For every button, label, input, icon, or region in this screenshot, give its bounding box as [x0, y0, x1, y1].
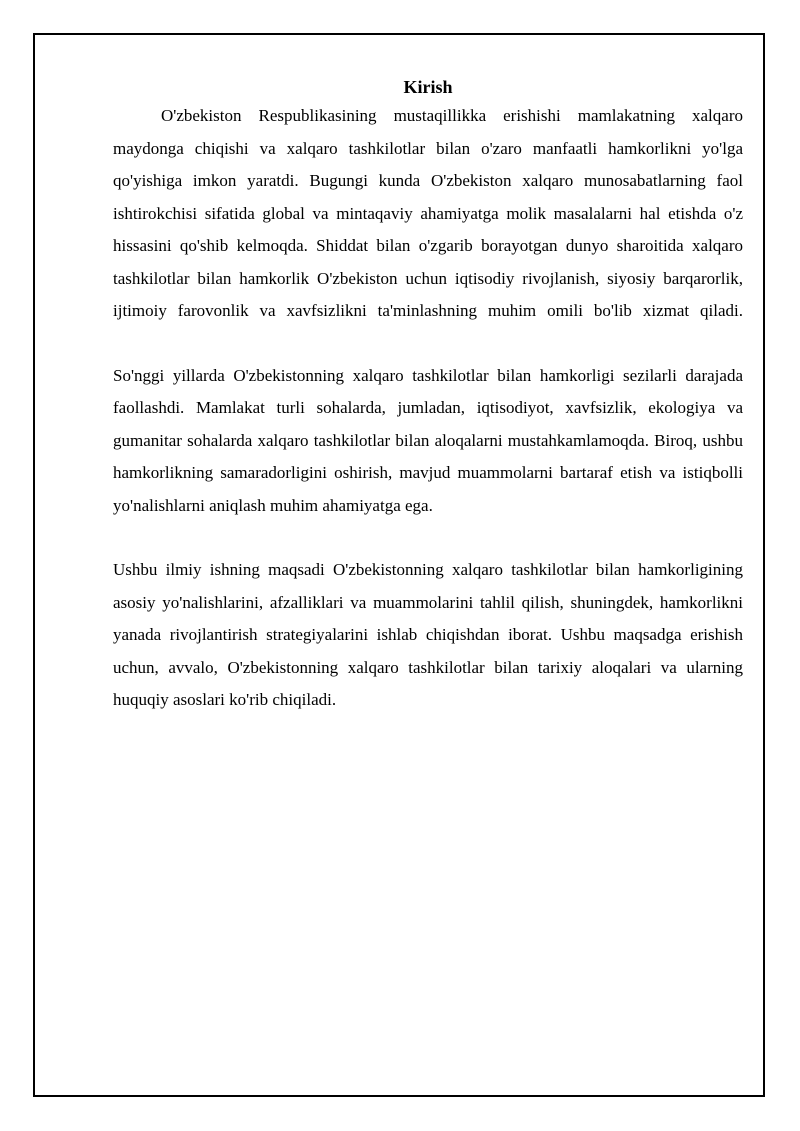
document-body [113, 74, 743, 717]
paragraph-gap [113, 328, 743, 360]
section-heading: Kirish [403, 77, 453, 97]
paragraph-gap [113, 522, 743, 554]
paragraph-recent-years: So'nggi yillarda O'zbekistonning xalqaro tashkilotlar bilan hamkorligi sezilarli darajada faollashdi. Mamlakat turli sohalarda, jumladan, iqtisodiyot, xavfsizlik, ekologiya va gumanitar sohalarda xalqaro tashkilotlar bilan aloqalarni mustahkamlamoqda. Biroq, ushbu hamkorlikning samaradorligini oshirish, mavjud muammolarni bartaraf etish va istiqbolli yo'nalishlarni aniqlash muhim ahamiyatga ega. [113, 365, 743, 515]
paragraph-research-goal: Ushbu ilmiy ishning maqsadi O'zbekistonning xalqaro tashkilotlar bilan hamkorligining asosiy yo'nalishlarini, afzalliklari va muammolarini tahlil qilish, shuningdek, hamkorlikni yanada rivojlantirish strategiyalarini ishlab chiqishdan iborat. Ushbu maqsadga erishish uchun, avvalo, O'zbekistonning xalqaro tashkilotlar bilan tarixiy aloqalari va ularning huquqiy asoslari ko'rib chiqiladi. [113, 560, 743, 709]
paragraph-intro: O'zbekiston Respublikasining mustaqillikka erishishi mamlakatning xalqaro maydonga chiqishi va xalqaro tashkilotlar bilan o'zaro manfaatli hamkorlikni yo'lga qo'yishiga imkon yaratdi. Bugungi kunda O'zbekiston xalqaro munosabatlarning faol ishtirokchisi sifatida global va mintaqaviy ahamiyatga molik masalalarni hal etishda o'z hissasini qo'shib kelmoqda. Shiddat bilan o'zgarib borayotgan dunyo sharoitida xalqaro tashkilotlar bilan hamkorlik O'zbekiston uchun iqtisodiy rivojlanish, siyosiy barqarorlik, ijtimoiy farovonlik va xavfsizlikni ta'minlashning muhim omili bo'lib xizmat qiladi. [113, 106, 743, 320]
